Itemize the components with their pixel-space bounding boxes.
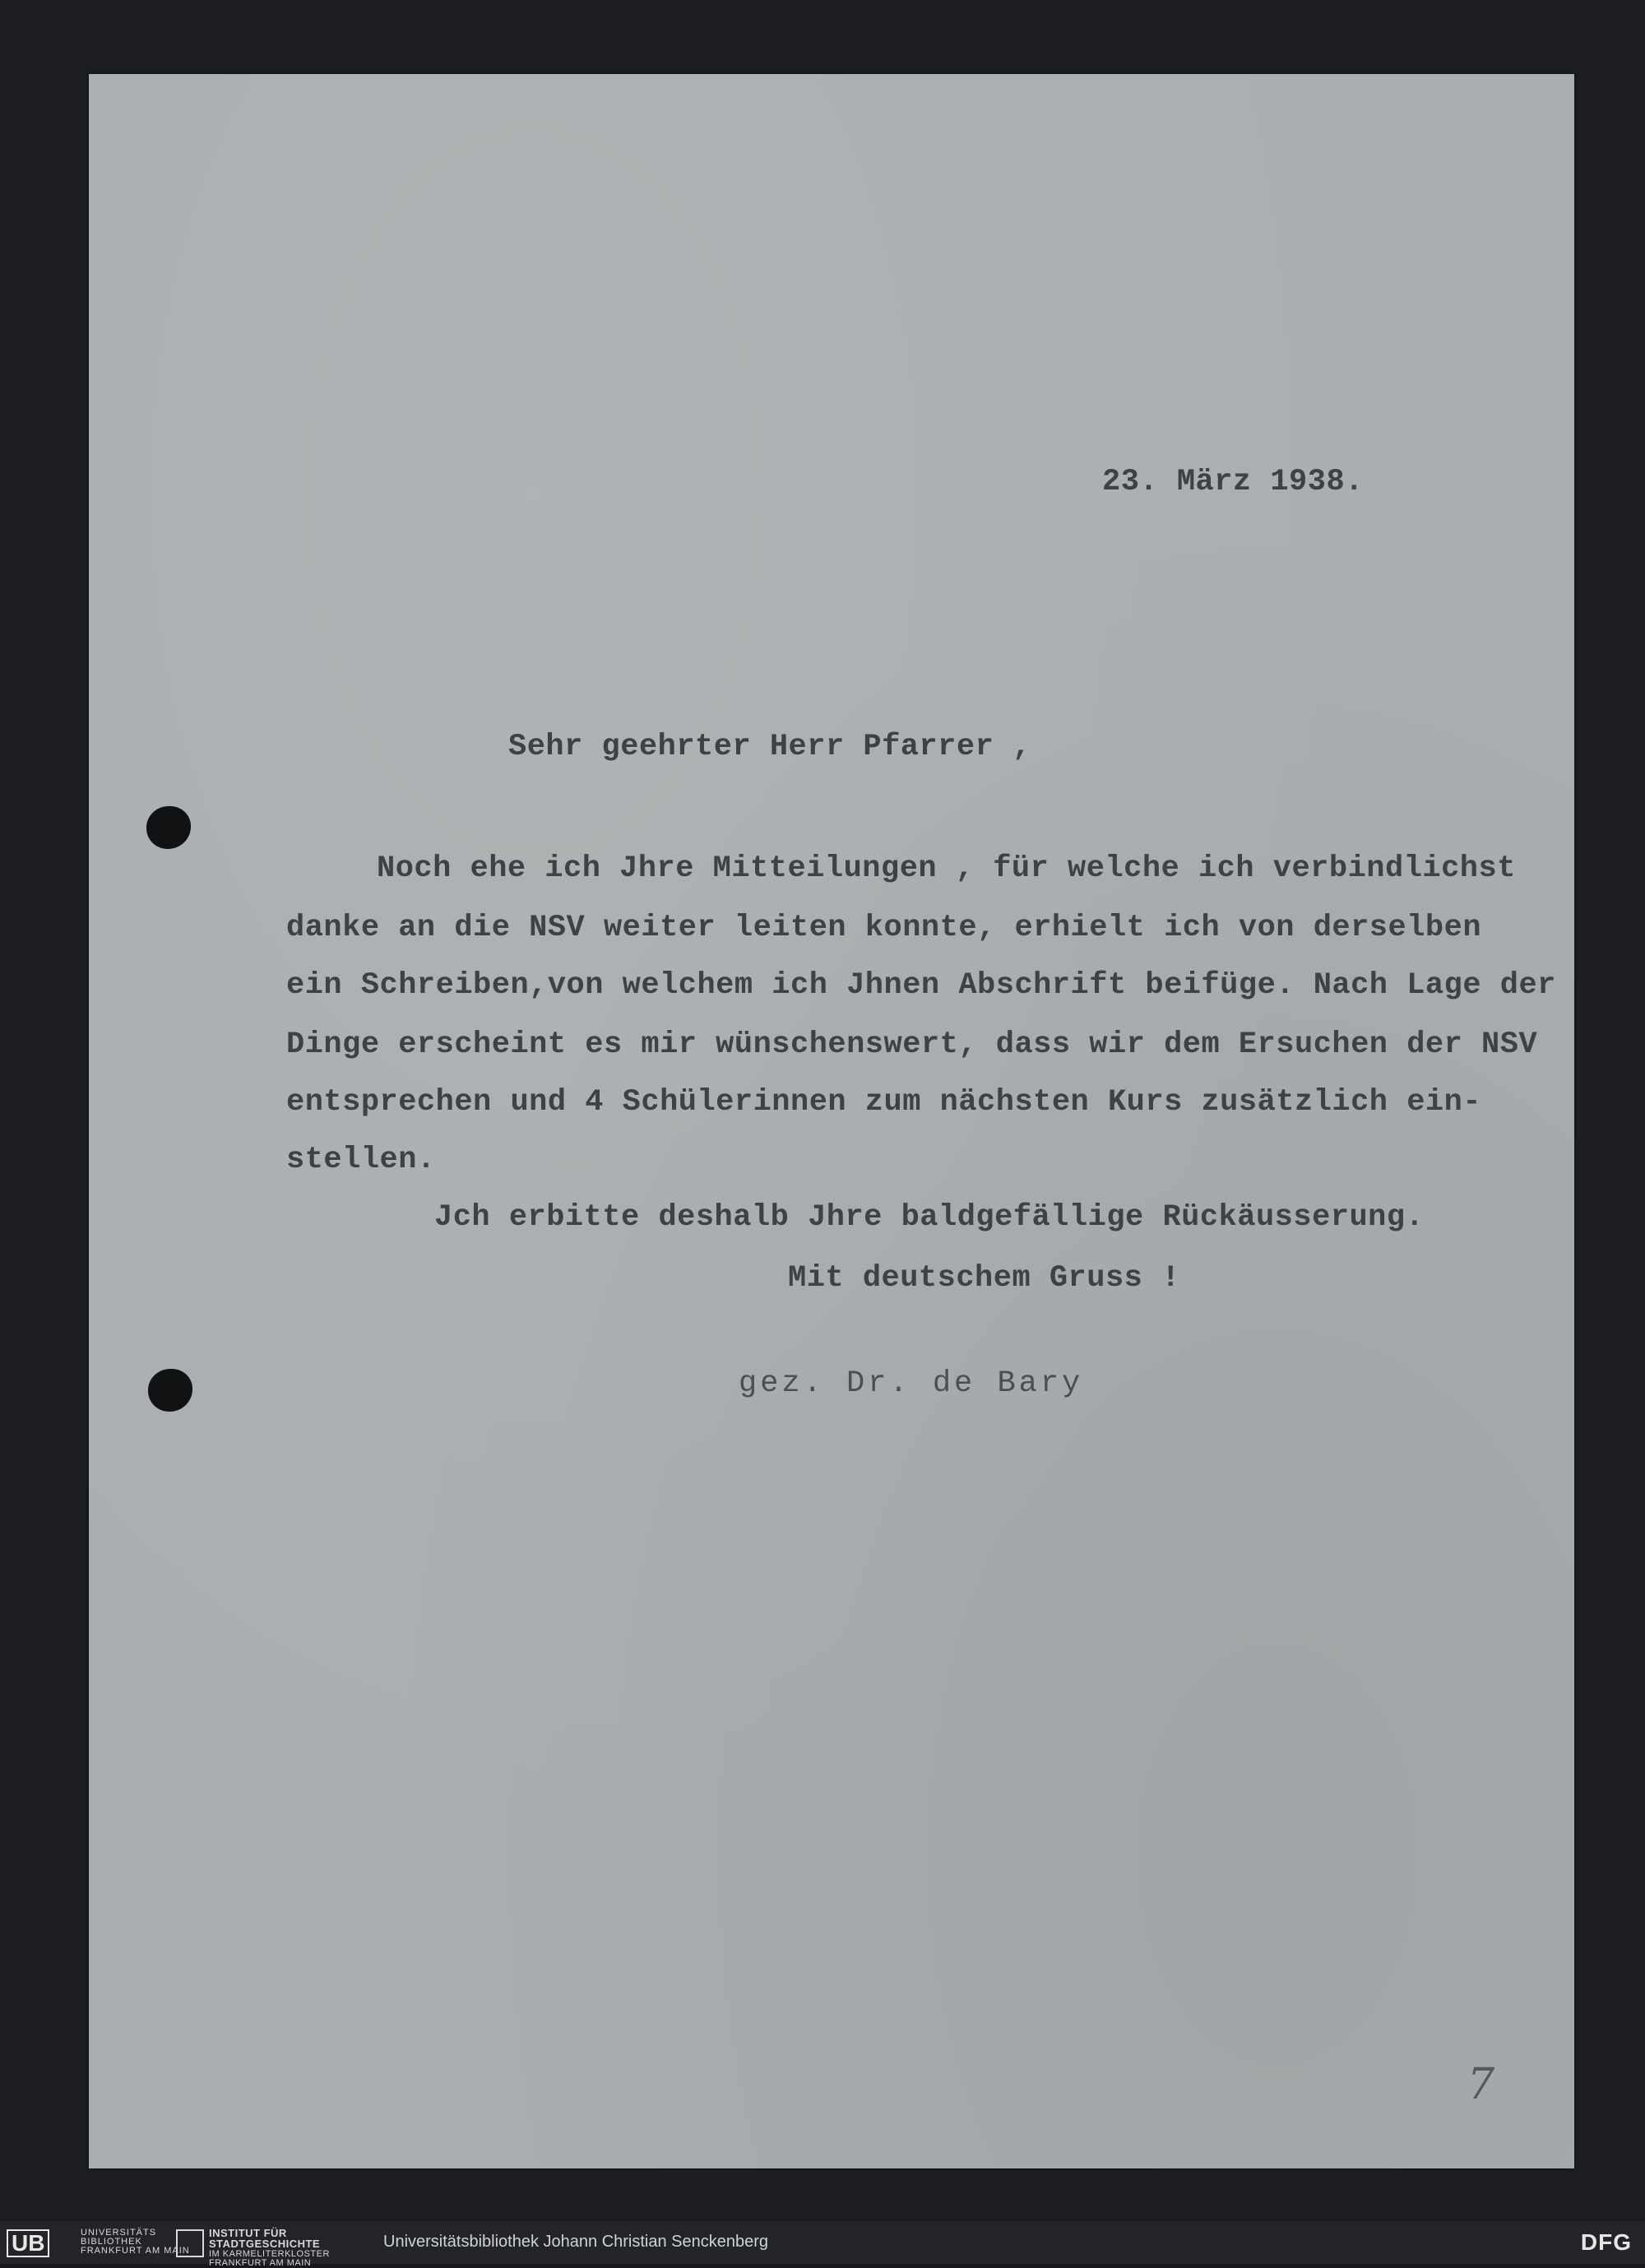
letter-closing: Mit deutschem Gruss ! [788, 1261, 1180, 1296]
punch-hole-top [146, 806, 191, 849]
ub-logo-subtitle-line: UNIVERSITÄTS [81, 2228, 157, 2238]
institute-line: INSTITUT FÜR [209, 2227, 287, 2239]
body-line-4: Dinge erscheint es mir wünschenswert, dass wir dem Ersuchen der NSV [286, 1027, 1538, 1062]
institute-line: FRANKFURT AM MAIN [209, 2258, 312, 2268]
body-line-1: Noch ehe ich Jhre Mitteilungen , für welche ich verbindlichst [377, 851, 1516, 886]
archive-footer-bar [0, 2221, 1645, 2268]
dfg-logo: DFG [1580, 2229, 1632, 2255]
ub-logo-subtitle-line: BIBLIOTHEK [81, 2237, 142, 2247]
letter-date: 23. März 1938. [1102, 465, 1364, 499]
body-line-6: stellen. [286, 1143, 436, 1177]
letter-salutation: Sehr geehrter Herr Pfarrer , [508, 730, 1031, 764]
institute-line: STADTGESCHICHTE [209, 2238, 321, 2250]
institute-logo-icon [176, 2229, 204, 2257]
body-line-2: danke an die NSV weiter leiten konnte, erhielt ich von derselben [286, 911, 1482, 945]
ub-logo-subtitle [81, 2229, 190, 2256]
letter-request: Jch erbitte deshalb Jhre baldgefällige Rückäusserung. [434, 1200, 1425, 1235]
body-line-3: ein Schreiben,von welchem ich Jhnen Abschrift beifüge. Nach Lage der [286, 968, 1556, 1003]
footer-caption: Universitätsbibliothek Johann Christian Senckenberg [383, 2233, 769, 2251]
institute-logo-text [209, 2229, 330, 2268]
punch-hole-bottom [148, 1369, 192, 1412]
letter-page [89, 74, 1574, 2168]
ub-logo: UB [7, 2229, 49, 2257]
body-line-5: entsprechen und 4 Schülerinnen zum nächsten Kurs zusätzlich ein- [286, 1085, 1482, 1120]
institute-line: IM KARMELITERKLOSTER [209, 2249, 330, 2259]
letter-signature: gez. Dr. de Bary [739, 1366, 1084, 1401]
ub-logo-subtitle-line: FRANKFURT AM MAIN [81, 2246, 190, 2256]
page-number: 7 [1467, 2060, 1495, 2109]
